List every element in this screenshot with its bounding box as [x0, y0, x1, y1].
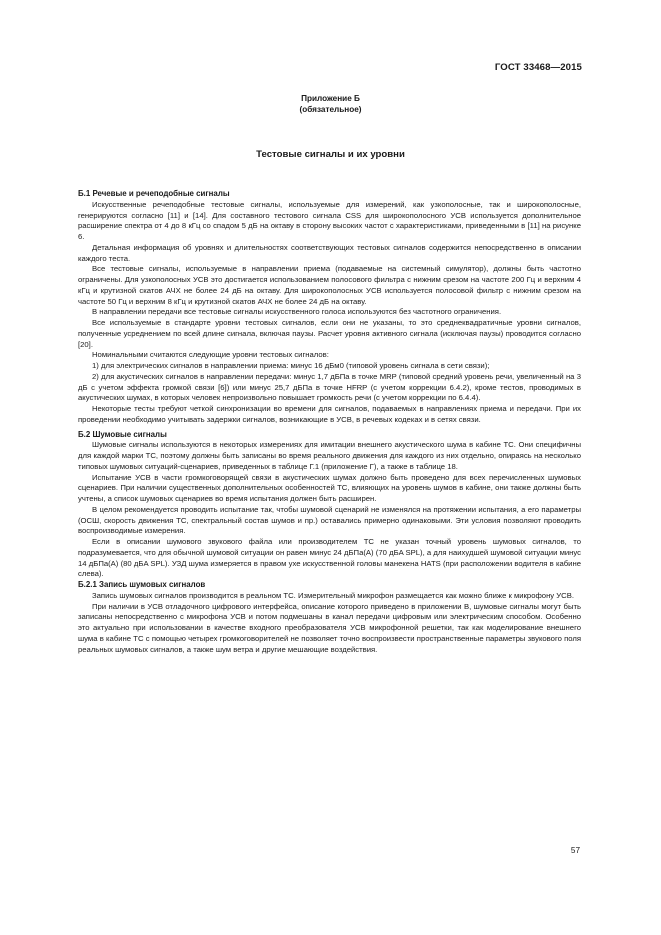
- paragraph: Испытание УСВ в части громкоговорящей связи в акустических шумах должно быть проведено для всех перечисленных шумовых сценариев. При наличии существенных дополнительных особенностей ТС, влияющих на уровень шумов в кабине, они также должны быть учтены, а список шумовых сценариев во время испытания должен быть расширен.: [78, 472, 581, 503]
- section-b2-heading: Б.2 Шумовые сигналы: [78, 429, 167, 439]
- page-number: 57: [570, 846, 580, 855]
- annex-status: (обязательное): [299, 105, 362, 114]
- paragraph: Все используемые в стандарте уровни тестовых сигналов, если они не указаны, то это среднеквадратичные уровни сигналов, полученные усреднением по всей длине сигнала, включая паузы. Расчет уровня активного сигнала (исключая паузы) проводится согласно [20].: [78, 318, 581, 349]
- paragraph: При наличии в УСВ отладочного цифрового интерфейса, описание которого приведено в приложении В, шумовые сигналы могут быть записаны непосредственно с микрофона УСВ и потом подмешаны в канал передачи цифровым или электрическим способом. Особенно это актуально при использовании в качестве входного преобразователя УСВ микрофонной решетки, так как моделирование внешнего шума в кабине ТС с помощью четырех громкоговорителей не позволяет точно воспроизвести пространственные параметры звукового поля реальных шумовых сигналов, а также шум ветра и другие мешающие воздействия.: [78, 601, 581, 654]
- paragraph: Если в описании шумового звукового файла или производителем ТС не указан точный уровень шумовых сигналов, то подразумевается, что для обычной шумовой ситуации он равен минус 24 дБПа(A) (70 дБA SPL), а для наихудшей шумовой ситуации минус 14 дБПа(A) (80 дБA SPL). УЗД шума измеряется в правом ухе искусственной головы манекена HATS (при расположении водителя в кабине слева).: [78, 537, 581, 579]
- paragraph: Шумовые сигналы используются в некоторых измерениях для имитации внешнего акустического шума в кабине ТС. Они специфичны для каждой марки ТС, поэтому должны быть записаны во время реального движения для каждого из них отдельно, опираясь на несколько типовых шумовых ситуаций-сценариев, приведенных в таблице Г.1 (приложение Г), а также в таблице 18.: [78, 440, 581, 471]
- document-body: [78, 189, 581, 655]
- paragraph: Некоторые тесты требуют четкой синхронизации во времени для сигналов, подаваемых в направлениях приема и передачи. При их проведении необходимо учитывать задержки сигналов, возникающие в УСВ, в речевых кодеках и в сетях связи.: [78, 404, 581, 424]
- paragraph: Детальная информация об уровнях и длительностях соответствующих тестовых сигналов содержится непосредственно в описании каждого теста.: [78, 242, 581, 263]
- section-b21-heading: Б.2.1 Запись шумовых сигналов: [78, 580, 206, 589]
- annex-heading: [0, 93, 661, 115]
- paragraph: Запись шумовых сигналов производится в реальном ТС. Измерительный микрофон размещается как можно ближе к микрофону УСВ.: [92, 590, 574, 600]
- list-item: 1) для электрических сигналов в направлении приема: минус 16 дБм0 (типовой уровень сигнала в сети связи);: [92, 361, 490, 370]
- paragraph: Номинальными считаются следующие уровни тестовых сигналов:: [92, 350, 329, 360]
- annex-title: Приложение Б: [301, 94, 360, 103]
- section-b1-heading: Б.1 Речевые и речеподобные сигналы: [78, 189, 230, 198]
- document-standard-number: ГОСТ 33468—2015: [494, 62, 582, 73]
- list-item: 2) для акустических сигналов в направлении передачи: минус 1,7 дБПа в точке MRP (типовой средний уровень речи, увеличенный на 3 дБ с учетом эффекта громкой связи [6]) или минус 25,7 дБПа в точке HFRP (с учетом коррекции 6.4.2), кроме тестов, проводимых в акустических шумах, в которых человек непроизвольно повышает громкость речи (с учетом коррекции по 6.4.4).: [78, 371, 581, 403]
- paragraph: В направлении передачи все тестовые сигналы искусственного голоса используются без частотного ограничения.: [92, 307, 502, 317]
- section-title: Тестовые сигналы и их уровни: [256, 149, 405, 160]
- paragraph: Искусственные речеподобные тестовые сигналы, используемые для измерений, как узкополосные, так и широкополосные, генерируются согласно [11] и [14]. Для составного тестового сигнала CSS для широкополосного УСВ используется дополнительное расширение спектра от 4 до 8 кГц со спадом 5 дБ на октаву в сторону высоких частот с характеристиками, приведенными в [11] на рисунке 6.: [78, 199, 581, 241]
- paragraph: В целом рекомендуется проводить испытание так, чтобы шумовой сценарий не изменялся на протяжении испытания, а его параметры (ОСШ, скорость движения ТС, спектральный состав шумов и пр.) оставались примерно одинаковыми. Эти условия позволяют проводить воспроизводимые измерения.: [78, 504, 581, 536]
- paragraph: Все тестовые сигналы, используемые в направлении приема (подаваемые на системный симулятор), должны быть частотно ограничены. Для узкополосных УСВ это достигается использованием полосового фильтра с нижним срезом на частоте 200 Гц и верхним 4 кГц и крутизной скатов АЧХ не более 24 дБ на октаву. Для широкополосных УСВ используется полосовой фильтр с нижним срезом на частоте 50 Гц и верхним 8 кГц и крутизной скатов АЧХ не более 24 дБ на октаву.: [78, 264, 581, 306]
